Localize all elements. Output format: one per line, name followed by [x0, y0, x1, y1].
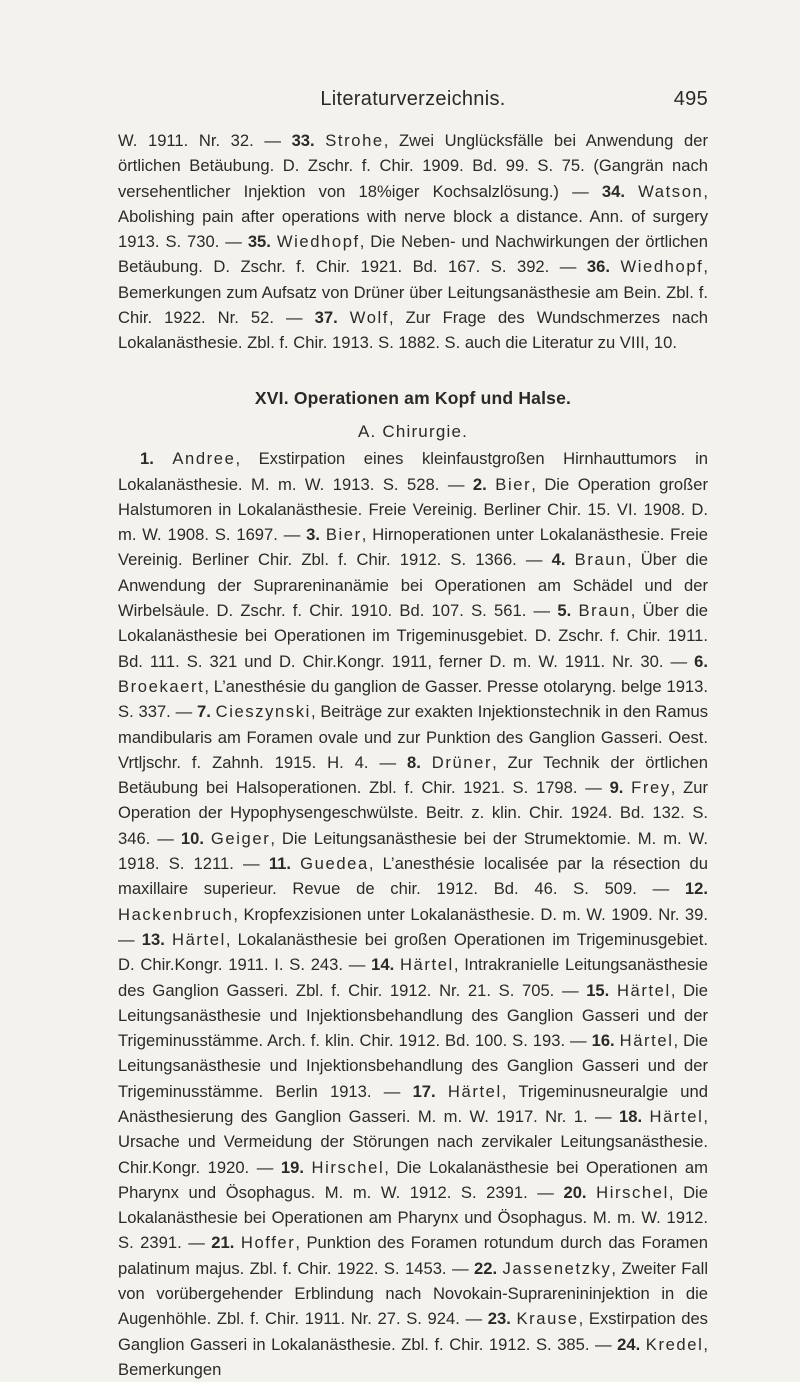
ref-text: , Punktion des Foramen rotundum durch das Foramen palatinum majus. Zbl. f. Chir. 1922. S. 1453. — — [118, 1233, 708, 1278]
ref-text: , Bemerkungen zum Aufsatz von Drüner über Leitungsanästhesie am Bein. Zbl. f. Chir. 1922. Nr. 52. — — [118, 257, 708, 328]
references-paragraph — [118, 446, 708, 1382]
ref-text: , Über die Lokalanästhesie bei Operationen im Trigeminusgebiet. D. Zschr. f. Chir. 1911. Bd. 111. S. 321 und D. Chir.Kongr. 1911, ferner D. m. W. 1911. Nr. 30. — — [118, 601, 708, 671]
ref-number: 24. — [617, 1334, 641, 1354]
ref-number: 16. — [591, 1031, 615, 1051]
ref-author: Broekaert — [118, 676, 205, 696]
ref-author: Krause — [516, 1309, 579, 1329]
ref-number: 23. — [487, 1309, 511, 1329]
ref-number: 1. — [140, 449, 154, 469]
ref-text — [304, 1158, 312, 1177]
ref-text: W. 1911. Nr. 32. — — [118, 131, 292, 150]
ref-author: Andree — [172, 449, 236, 469]
ref-number: 33. — [291, 131, 315, 150]
ref-author: Wiedhopf — [620, 257, 704, 277]
ref-text: , Die Neben- und Nachwirkungen der örtlichen Betäubung. D. Zschr. f. Chir. 1921. Bd. 167. S. 392. — — [118, 232, 708, 277]
ref-text: , Die Leitungsanästhesie und Injektionsbehandlung des Ganglion Gasseri und der Trigeminusstämme. Berlin 1913. — — [118, 1031, 708, 1101]
ref-author: Wolf — [349, 308, 390, 328]
ref-number: 13. — [141, 929, 165, 949]
ref-text — [291, 854, 300, 873]
ref-text: , Zwei Unglücksfälle bei Anwendung der örtlichen Betäubung. D. Zschr. f. Chir. 1909. Bd. 99. S. 75. (Gangrän nach versehentlicher Injektion von 18%iger Kochsalzlösung.) — — [118, 131, 708, 201]
ref-author: Kredel — [645, 1334, 704, 1354]
ref-author: Braun — [574, 550, 627, 570]
ref-number: 7. — [196, 702, 211, 722]
ref-number: 2. — [472, 474, 487, 494]
ref-number: 5. — [557, 601, 572, 621]
ref-text — [625, 182, 638, 201]
ref-text: , Die Lokalanästhesie bei Operationen am Pharynx und Ösophagus. M. m. W. 1912. S. 2391. — — [118, 1182, 708, 1253]
running-title: Literaturverzeichnis. — [320, 88, 506, 110]
ref-text: , L’anesthésie localisée par la résection du maxillaire superieur. Revue de chir. 1912. Bd. 46. S. 509. — — [118, 854, 709, 899]
ref-text: , Abolishing pain after operations with nerve block a distance. Ann. of surgery 1913. S. 730. — — [118, 181, 708, 252]
ref-text — [587, 1183, 597, 1202]
ref-text — [642, 1107, 649, 1126]
ref-number: 9. — [609, 778, 624, 798]
ref-number: 8. — [406, 752, 421, 772]
ref-number: 21. — [211, 1233, 235, 1253]
ref-text: , Kropfexzisionen unter Lokalanästhesie. D. m. W. 1909. Nr. 39. — — [118, 904, 708, 949]
ref-number: 15. — [586, 980, 610, 1000]
ref-author: Drüner — [431, 752, 493, 772]
ref-text — [436, 1082, 448, 1101]
ref-number: 22. — [473, 1258, 498, 1278]
ref-number: 19. — [280, 1157, 304, 1177]
ref-text: , Zur Operation der Hypophysengeschwülste. Beitr. z. klin. Chir. 1924. Bd. 132. S. 346. — — [118, 778, 708, 848]
ref-author: Härtel — [399, 955, 454, 975]
ref-author: Hirschel — [596, 1182, 669, 1202]
ref-text — [566, 550, 575, 569]
subsection-title: A. Chirurgie. — [357, 421, 469, 441]
ref-text — [571, 601, 578, 620]
ref-text — [421, 753, 432, 772]
ref-author: Härtel — [649, 1106, 704, 1126]
ref-author: Hirschel — [311, 1157, 385, 1177]
ref-author: Härtel — [616, 980, 671, 1000]
ref-text: , L’anesthésie du ganglion de Gasser. Presse otolaryng. belge 1913. S. 337. — — [118, 676, 708, 722]
ref-text — [487, 475, 496, 494]
ref-text: , Hirnoperationen unter Lokalanästhesie. Freie Vereinig. Berliner Chir. Zbl. f. Chir. 1912. S. 1366. — — [118, 525, 708, 570]
ref-author: Watson — [638, 181, 704, 201]
ref-text — [315, 131, 326, 150]
running-head — [118, 88, 708, 118]
ref-text — [165, 930, 172, 949]
ref-author: Braun — [578, 601, 631, 621]
ref-text: , Ursache und Vermeidung der Störungen nach zervikaler Leitungsanästhesie. Chir.Kongr. 1920. — — [118, 1106, 708, 1177]
ref-text: , Trigeminusneuralgie und Anästhesierung des Ganglion Gasseri. M. m. W. 1917. Nr. 1. — — [118, 1081, 708, 1126]
ref-text — [338, 308, 350, 327]
ref-number: 11. — [268, 854, 291, 874]
bibliography-body — [118, 128, 708, 1382]
ref-author: Hackenbruch — [118, 904, 234, 924]
ref-author: Jassenetzky — [502, 1258, 612, 1278]
section-title: XVI. Operationen am Kopf und Halse. — [254, 387, 572, 408]
ref-text — [623, 778, 631, 797]
ref-number: 4. — [551, 550, 566, 570]
ref-author: Guedea — [300, 854, 369, 874]
ref-author: Härtel — [172, 929, 226, 949]
ref-number: 34. — [601, 181, 625, 201]
ref-number: 6. — [694, 651, 708, 671]
ref-text: , Exstirpation eines kleinfaustgroßen Hirnhauttumors in Lokalanästhesie. M. m. W. 1913. S. 528. — — [118, 449, 708, 494]
ref-number: 37. — [314, 308, 338, 328]
ref-text — [609, 981, 617, 1000]
ref-text — [154, 449, 173, 468]
ref-author: Cieszynski — [215, 702, 311, 722]
ref-author: Härtel — [619, 1031, 674, 1051]
ref-text: , Zur Frage des Wundschmerzes nach Lokalanästhesie. Zbl. f. Chir. 1913. S. 1882. S. auch die Literatur zu VIII, 10. — [118, 308, 708, 353]
ref-text: , Über die Anwendung der Suprareninanämie bei Operationen am Schädel und der Wirbelsäule. D. Zschr. f. Chir. 1910. Bd. 107. S. 561. — — [118, 550, 708, 621]
ref-author: Frey — [631, 778, 671, 798]
ref-author: Wiedhopf — [276, 232, 360, 252]
ref-number: 20. — [563, 1182, 587, 1202]
ref-author: Hoffer — [240, 1233, 296, 1253]
intro-paragraph — [118, 128, 708, 356]
page-number: 495 — [673, 88, 708, 110]
ref-number: 36. — [586, 257, 610, 277]
ref-text: , Exstirpation des Ganglion Gasseri in Lokalanästhesie. Zbl. f. Chir. 1912. S. 385. — — [118, 1309, 708, 1354]
ref-number: 17. — [412, 1081, 436, 1101]
ref-author: Strohe — [325, 131, 384, 150]
ref-number: 18. — [619, 1106, 643, 1126]
ref-number: 10. — [180, 828, 204, 848]
ref-text: , Beiträge zur exakten Injektionstechnik in den Ramus mandibularis am Foramen ovale und zur Punktion des Ganglion Gasseri. Oest. Vrtljschr. f. Zahnh. 1915. H. 4. — — [118, 702, 708, 772]
ref-author: Härtel — [447, 1081, 502, 1101]
ref-text: , Die Lokalanästhesie bei Operationen am Pharynx und Ösophagus. M. m. W. 1912. S. 2391. — — [118, 1157, 708, 1202]
ref-text — [204, 829, 211, 848]
ref-text: , Bemerkungen — [118, 1334, 708, 1379]
ref-text: , Zweiter Fall von vorübergehender Erblindung nach Novokain-Suprarenininjektion in die Augenhöhle. Zbl. f. Chir. 1911. Nr. 27. S. 924. — — [118, 1258, 709, 1329]
ref-number: 35. — [247, 232, 271, 252]
ref-text: , Lokalanästhesie bei großen Operationen im Trigeminusgebiet. D. Chir.Kongr. 1911. I. S. 243. — — [118, 929, 708, 975]
ref-text: , Intrakranielle Leitungsanästhesie des Ganglion Gasseri. Zbl. f. Chir. 1912. Nr. 21. S. 705. — — [118, 955, 708, 1000]
ref-text — [610, 257, 621, 276]
ref-number: 12. — [684, 879, 708, 899]
ref-author: Bier — [325, 525, 362, 545]
ref-text: , Die Leitungsanästhesie bei der Strumektomie. M. m. W. 1918. S. 1211. — — [118, 828, 708, 874]
ref-text: , Die Operation großer Halstumoren in Lokalanästhesie. Freie Vereinig. Berliner Chir. 15. VI. 1908. D. m. W. 1908. S. 1697. — — [118, 474, 708, 545]
ref-text: , Zur Technik der örtlichen Betäubung bei Halsoperationen. Zbl. f. Chir. 1921. S. 1798. — — [118, 752, 708, 798]
ref-number: 3. — [306, 525, 320, 545]
ref-author: Bier — [495, 474, 532, 494]
ref-number: 14. — [371, 955, 395, 975]
ref-text: , Die Leitungsanästhesie und Injektionsbehandlung des Ganglion Gasseri und der Trigeminusstämme. Arch. f. klin. Chir. 1912. Bd. 100. S. 193. — — [118, 980, 708, 1051]
ref-author: Geiger — [210, 828, 271, 848]
